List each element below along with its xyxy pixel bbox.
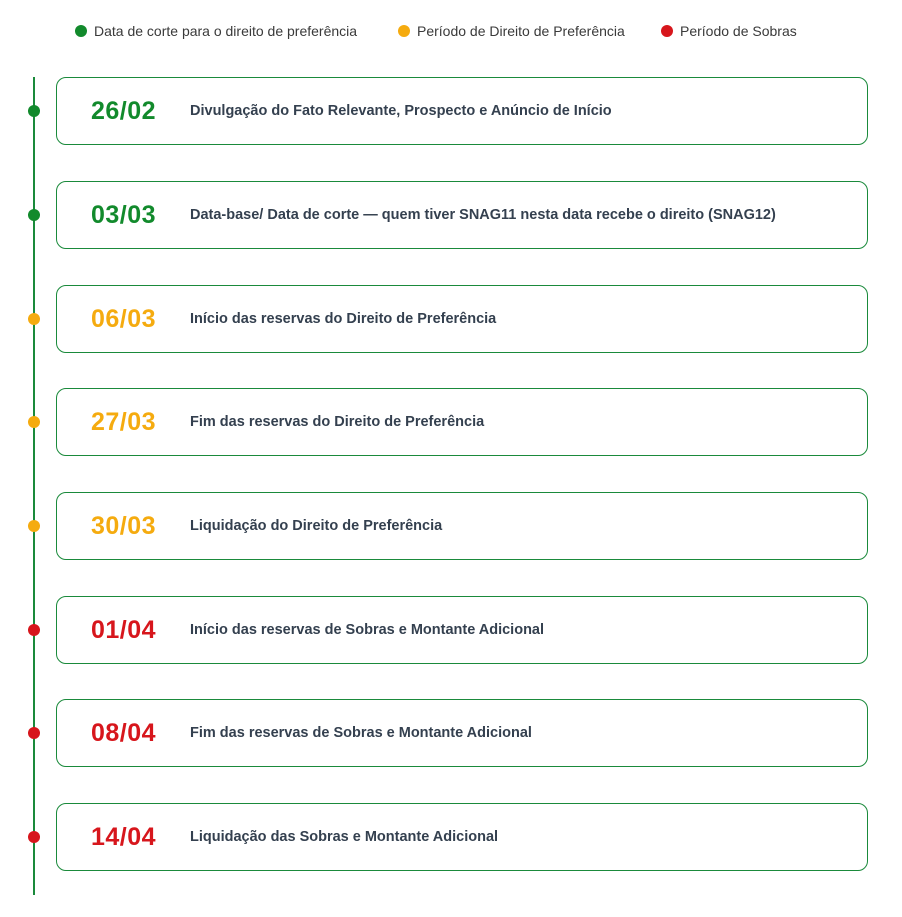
legend-label: Período de Direito de Preferência [417, 23, 625, 39]
timeline-event [0, 285, 902, 353]
event-description: Fim das reservas do Direito de Preferência [190, 414, 485, 430]
timeline-dot-icon [28, 416, 40, 428]
event-card [56, 596, 868, 664]
event-card [56, 492, 868, 560]
legend-label: Período de Sobras [680, 23, 797, 39]
event-date: 30/03 [90, 511, 157, 540]
event-card [56, 181, 868, 249]
timeline-dot-icon [28, 313, 40, 325]
event-date: 03/03 [90, 200, 157, 229]
timeline-dot-icon [28, 105, 40, 117]
event-description: Início das reservas de Sobras e Montante Adicional [190, 622, 545, 638]
timeline-event [0, 596, 902, 664]
timeline-event [0, 492, 902, 560]
event-description: Liquidação do Direito de Preferência [190, 518, 443, 534]
event-card [56, 388, 868, 456]
event-date: 01/04 [90, 615, 157, 644]
legend-item-preference-period [398, 21, 625, 41]
event-description: Início das reservas do Direito de Preferência [190, 311, 497, 327]
event-date: 27/03 [90, 407, 157, 436]
timeline-event [0, 803, 902, 871]
legend [0, 21, 902, 41]
timeline-dot-icon [28, 831, 40, 843]
event-description: Divulgação do Fato Relevante, Prospecto e Anúncio de Início [190, 103, 612, 119]
timeline-dot-icon [28, 727, 40, 739]
timeline-dot-icon [28, 520, 40, 532]
event-card [56, 77, 868, 145]
timeline-dot-icon [28, 624, 40, 636]
legend-dot-yellow-icon [398, 25, 410, 37]
event-description: Fim das reservas de Sobras e Montante Adicional [190, 725, 532, 741]
event-date: 08/04 [90, 718, 157, 747]
legend-label: Data de corte para o direito de preferência [94, 23, 358, 39]
event-date: 06/03 [90, 304, 157, 333]
event-card [56, 285, 868, 353]
timeline-event [0, 181, 902, 249]
legend-dot-green-icon [75, 25, 87, 37]
legend-item-leftovers-period [661, 21, 797, 41]
event-card [56, 699, 868, 767]
event-date: 26/02 [90, 96, 157, 125]
timeline-event [0, 699, 902, 767]
timeline-event [0, 388, 902, 456]
legend-dot-red-icon [661, 25, 673, 37]
legend-item-cutoff [75, 21, 357, 41]
event-description: Data-base/ Data de corte — quem tiver SNAG11 nesta data recebe o direito (SNAG12) [190, 207, 776, 223]
timeline-dot-icon [28, 209, 40, 221]
event-card [56, 803, 868, 871]
event-description: Liquidação das Sobras e Montante Adicional [190, 829, 499, 845]
timeline-event [0, 77, 902, 145]
event-date: 14/04 [90, 822, 157, 851]
